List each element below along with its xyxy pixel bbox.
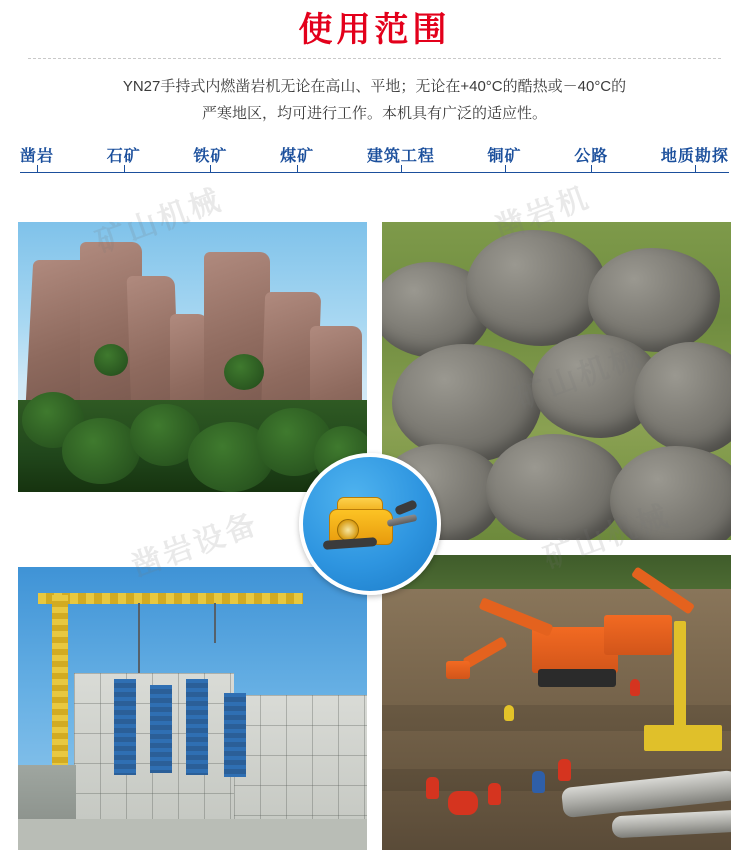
product-badge[interactable]	[299, 453, 441, 595]
scaffold-panel	[114, 679, 136, 775]
tag-item-3[interactable]: 煤矿	[280, 143, 314, 172]
page-title: 使用范围	[298, 11, 451, 49]
tag-list	[16, 143, 733, 172]
scaffold-panel	[224, 693, 246, 777]
worker-figure	[532, 771, 545, 793]
drill-grip	[394, 499, 418, 516]
worker-figure	[488, 783, 501, 805]
tag-item-0[interactable]: 凿岩	[20, 143, 54, 172]
boulder	[486, 434, 626, 540]
drill-rig-mast	[674, 621, 686, 739]
watermark: 凿岩机	[490, 180, 595, 246]
worker-figure	[504, 705, 514, 721]
description-line-2: 严寒地区，均可进行工作。本机具有广泛的适应性。	[201, 105, 547, 122]
mountain-rock-photo	[18, 222, 367, 492]
description-block	[78, 73, 671, 127]
pipeline-excavation-photo	[382, 555, 731, 850]
second-excavator-body	[604, 615, 672, 655]
boulder-photo-art	[382, 222, 731, 540]
tag-item-1[interactable]: 石矿	[107, 143, 141, 172]
description-line-1: YN27手持式内燃凿岩机无论在高山、平地；无论在+40°C的酷热或－40°C的	[122, 78, 627, 95]
worker-figure	[630, 679, 640, 696]
tag-underline	[20, 172, 729, 173]
worker-figure	[426, 777, 439, 799]
tag-item-2[interactable]: 铁矿	[193, 143, 227, 172]
worker-figure	[558, 759, 571, 781]
tree-cluster	[62, 418, 140, 484]
scaffold-panel	[150, 685, 172, 773]
excavator-bucket	[446, 661, 470, 679]
boulder	[466, 230, 606, 346]
tag-item-4[interactable]: 建筑工程	[367, 143, 435, 172]
crane-jib	[38, 593, 303, 604]
application-tags	[16, 143, 733, 173]
boulder-field-photo	[382, 222, 731, 540]
crane-cable	[138, 603, 140, 673]
title-divider	[28, 58, 721, 59]
tag-item-7[interactable]: 地质勘探	[661, 143, 729, 172]
tag-item-5[interactable]: 铜矿	[488, 143, 522, 172]
building-construction-photo	[18, 567, 367, 850]
crane-cable	[214, 603, 216, 643]
tag-item-6[interactable]: 公路	[574, 143, 608, 172]
worker-figure	[448, 791, 478, 815]
tree-line	[382, 555, 731, 589]
drill-rig-base	[644, 725, 722, 751]
tree-cluster	[224, 354, 264, 390]
watermark: 凿岩设备	[127, 507, 263, 584]
construction-photo-art	[18, 567, 367, 850]
excavator-track	[538, 669, 616, 687]
scaffold-panel	[186, 679, 208, 775]
mountain-photo-art	[18, 222, 367, 492]
tree-cluster	[94, 344, 128, 376]
ground-slab	[18, 819, 367, 850]
excavation-photo-art	[382, 555, 731, 850]
